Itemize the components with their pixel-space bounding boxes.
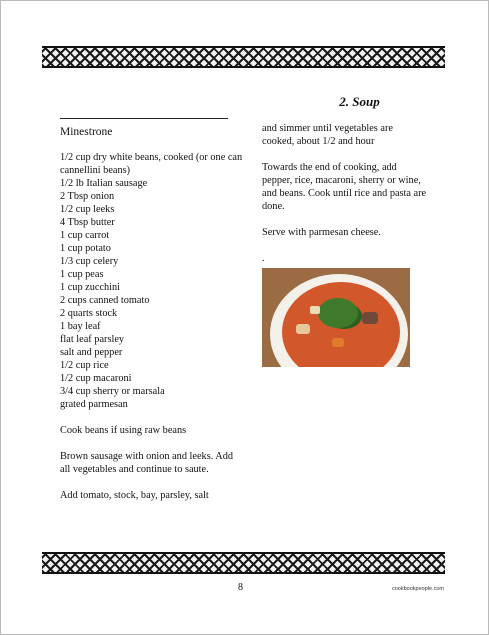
ingredient-item: 1/3 cup celery bbox=[60, 256, 119, 267]
ingredient-item: 3/4 cup sherry or marsala bbox=[60, 386, 165, 397]
ingredient-item: 1/2 cup macaroni bbox=[60, 373, 132, 384]
ingredient-item: 1/2 cup rice bbox=[60, 360, 109, 371]
vegetable-chunk bbox=[296, 324, 310, 334]
site-url: cookbookpeople.com bbox=[392, 586, 444, 592]
instruction-step: and simmer until vegetables are cooked, about 1/2 and hour bbox=[262, 123, 393, 147]
ingredient-item: 1/2 cup dry white beans, cooked (or one can cannellini beans) bbox=[60, 152, 243, 176]
ingredient-item: salt and pepper bbox=[60, 347, 123, 358]
instruction-step: Add tomato, stock, bay, parsley, salt bbox=[60, 490, 209, 501]
ingredient-item: 2 Tbsp onion bbox=[60, 191, 115, 202]
ingredient-item: 2 quarts stock bbox=[60, 308, 118, 319]
ingredient-item: 1 bay leaf bbox=[60, 321, 101, 332]
vegetable-chunk bbox=[310, 306, 320, 314]
stray-period: . bbox=[262, 253, 265, 264]
instruction-step: Serve with parmesan cheese. bbox=[262, 227, 381, 238]
right-column bbox=[262, 122, 427, 265]
ingredient-item: 1/2 lb Italian sausage bbox=[60, 178, 148, 189]
soup-photo bbox=[262, 268, 410, 367]
instruction-step: Cook beans if using raw beans bbox=[60, 425, 187, 436]
ingredient-list bbox=[60, 151, 245, 411]
vegetable-chunk bbox=[332, 338, 344, 347]
pesto-garnish bbox=[318, 298, 358, 328]
recipe-name: Minestrone bbox=[60, 126, 113, 138]
ingredient-item: grated parmesan bbox=[60, 399, 128, 410]
celtic-border-top bbox=[42, 46, 445, 68]
chapter-title: 2. Soup bbox=[339, 94, 380, 109]
ingredient-item: 1 cup zucchini bbox=[60, 282, 121, 293]
left-column bbox=[60, 126, 245, 502]
instruction-step: Brown sausage with onion and leeks. Add all vegetables and continue to saute. bbox=[60, 451, 234, 475]
ingredient-item: 2 cups canned tomato bbox=[60, 295, 150, 306]
ingredient-item: 1 cup peas bbox=[60, 269, 104, 280]
ingredient-item: flat leaf parsley bbox=[60, 334, 125, 345]
instruction-step: Towards the end of cooking, add pepper, rice, macaroni, sherry or wine, and beans. Cook until rice and pasta are done. bbox=[262, 162, 427, 212]
ingredient-item: 1/2 cup leeks bbox=[60, 204, 115, 215]
ingredient-item: 1 cup carrot bbox=[60, 230, 110, 241]
ingredient-item: 1 cup potato bbox=[60, 243, 111, 254]
page-number: 8 bbox=[238, 582, 243, 593]
vegetable-chunk bbox=[362, 312, 378, 324]
title-rule bbox=[60, 118, 228, 119]
ingredient-item: 4 Tbsp butter bbox=[60, 217, 115, 228]
celtic-border-bottom bbox=[42, 552, 445, 574]
